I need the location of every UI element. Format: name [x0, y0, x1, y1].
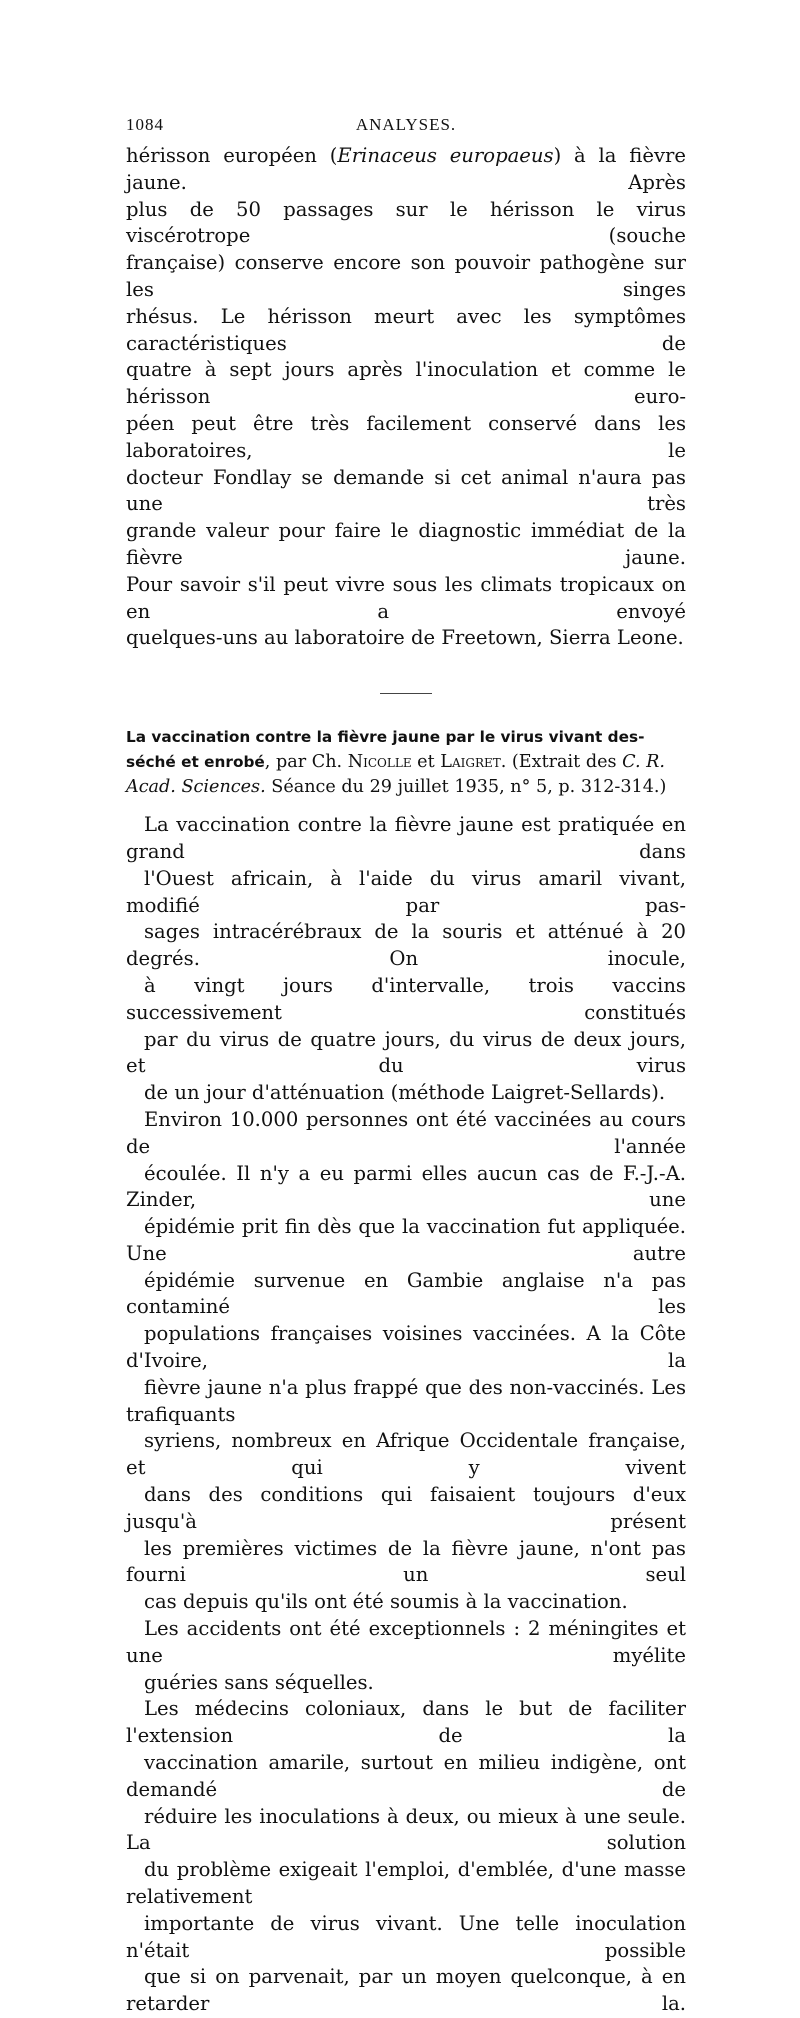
text-line: sages intracérébraux de la souris et atténué à 20 degrés. On inocule, — [126, 920, 686, 971]
text-line: du problème exigeait l'emploi, d'emblée, d'une masse relativement — [126, 1858, 686, 1909]
text-line: épidémie survenue en Gambie anglaise n'a pas contaminé les — [126, 1268, 686, 1319]
text-line: cas depuis qu'ils ont été soumis à la vaccination. — [144, 1590, 628, 1614]
text-line: guéries sans séquelles. — [144, 1670, 374, 1694]
page-number: 1084 — [126, 115, 164, 134]
text-line: Pour savoir s'il peut vivre sous les climats tropicaux on en a envoyé — [126, 572, 686, 623]
text-line: de un jour d'atténuation (méthode Laigret-Sellards). — [144, 1081, 666, 1105]
text-line: docteur Fondlay se demande si cet animal n'aura pas une très — [126, 465, 686, 516]
citation-details: Séance du 29 juillet 1935, n° 5, p. 312-314.) — [265, 777, 667, 798]
text-line: plus de 50 passages sur le hérisson le virus viscérotrope (souche — [126, 197, 686, 248]
author-1: Ch. Nicolle — [311, 752, 412, 773]
text-line: épidémie prit fin dès que la vaccination fut appliquée. Une autre — [126, 1215, 686, 1265]
text-line: péen peut être très facilement conservé dans les laboratoires, le — [126, 411, 686, 462]
text-line: quelques-uns au laboratoire de Freetown, Sierra Leone. — [126, 626, 684, 650]
text-line: française) conserve encore son pouvoir pathogène sur les singes — [126, 251, 686, 301]
author-2: Laigret — [440, 752, 501, 773]
text-line: importante de virus vivant. Une telle inoculation n'était possible — [126, 1911, 686, 1962]
section-title: ANALYSES. — [355, 115, 457, 134]
intro-paragraph — [126, 143, 686, 652]
article-heading: La vaccination contre la fièvre jaune par le virus vivant des- séché et enrobé, par Ch. Nicolle et Laigret. (Extrait des C. R. Acad. Sciences. Séance du 29 juillet 1935, n° 5, p. 312-314.) — [126, 728, 667, 798]
text-line: syriens, nombreux en Afrique Occidentale française, et qui y vivent — [126, 1429, 686, 1480]
text-line: grande valeur pour faire le diagnostic immédiat de la fièvre jaune. — [126, 519, 686, 569]
text-line: l'Ouest africain, à l'aide du virus amaril vivant, modifié par pas- — [126, 866, 686, 917]
body-paragraph-2 — [126, 1107, 686, 1616]
text-line: La vaccination contre la fièvre jaune est pratiquée en grand dans — [126, 813, 686, 863]
species-name: Erinaceus europaeus — [337, 144, 554, 167]
text-line: quatre à sept jours après l'inoculation et comme le hérisson euro- — [126, 358, 686, 409]
body-paragraph-3 — [126, 1616, 686, 1696]
journal-name-cont: Acad. Sciences. — [126, 777, 266, 798]
article-title-cont: séché et enrobé — [126, 753, 265, 772]
text-line: rhésus. Le hérisson meurt avec les symptômes caractéristiques de — [126, 304, 686, 355]
text-line: Les médecins coloniaux, dans le but de faciliter l'extension de la — [126, 1697, 686, 1748]
body-paragraph-4 — [126, 1696, 686, 2018]
text-line: Environ 10.000 personnes ont été vaccinées au cours de l'année — [126, 1107, 686, 1158]
text-line: que si on parvenait, par un moyen quelconque, à en retarder la. — [126, 1965, 686, 2016]
text-line: les premières victimes de la fièvre jaune, n'ont pas fourni un seul — [126, 1536, 686, 1587]
text-line: écoulée. Il n'y a eu parmi elles aucun cas de F.-J.-A. Zinder, une — [126, 1161, 686, 1212]
text-line: dans des conditions qui faisaient toujours d'eux jusqu'à présent — [126, 1483, 686, 1533]
text-line: réduire les inoculations à deux, ou mieux à une seule. La solution — [126, 1804, 686, 1855]
text-line: par du virus de quatre jours, du virus de deux jours, et du virus — [126, 1027, 686, 1078]
text-line: Les accidents ont été exceptionnels : 2 méningites et une myélite — [126, 1617, 686, 1667]
section-divider — [380, 693, 432, 694]
page — [126, 115, 686, 2018]
text-line: à vingt jours d'intervalle, trois vaccins successivement constitués — [126, 973, 686, 1024]
text-line: fièvre jaune n'a plus frappé que des non-vaccinés. Les trafiquants — [126, 1375, 686, 1426]
journal-name: C. R. — [622, 752, 665, 773]
text-line: vaccination amarile, surtout en milieu indigène, ont demandé de — [126, 1751, 686, 1801]
article-title: La vaccination contre la fièvre jaune par le virus vivant des- — [126, 728, 645, 747]
running-head — [126, 115, 686, 143]
text-line: hérisson européen (Erinaceus europaeus) à la fièvre jaune. Après — [126, 144, 686, 194]
body-paragraph-1 — [126, 812, 686, 1107]
text-line: populations françaises voisines vaccinées. A la Côte d'Ivoire, la — [126, 1322, 686, 1373]
